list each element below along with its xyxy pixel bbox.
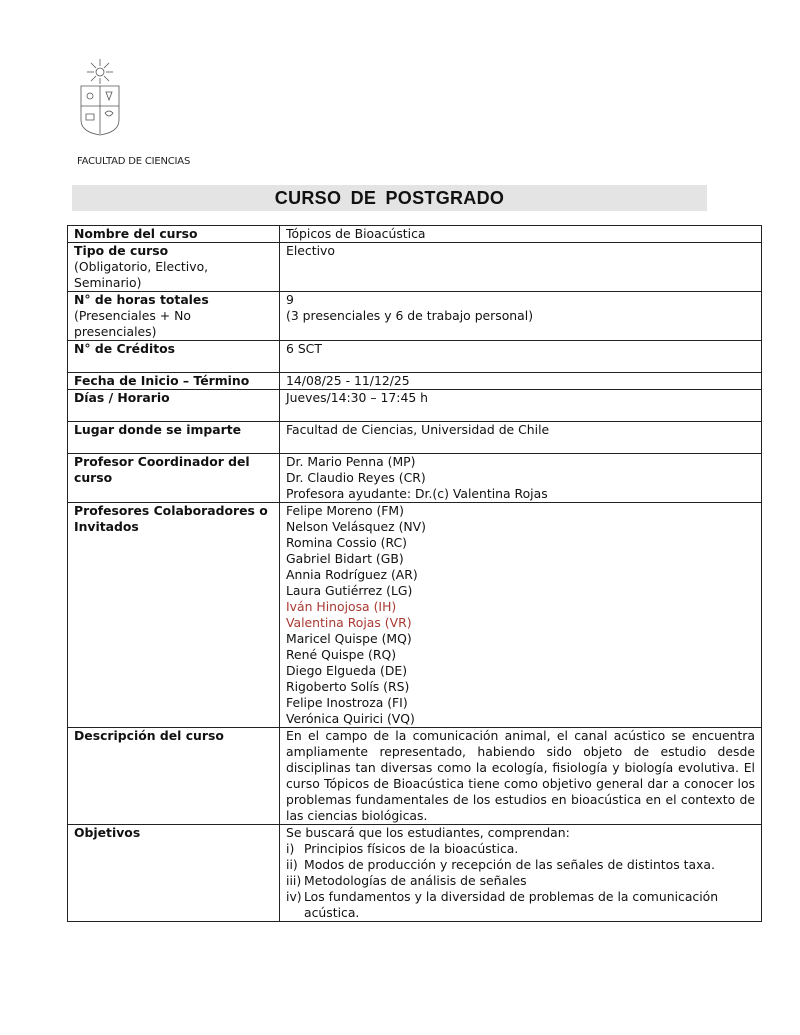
collaborator-name: Laura Gutiérrez (LG) [286,583,413,598]
objectives-intro: Se buscará que los estudiantes, comprendan: [286,825,570,840]
row-dias [68,390,762,422]
objective-number: i) [286,841,295,856]
collaborator-name: Diego Elgueda (DE) [286,663,408,678]
objective-number: ii) [286,857,298,872]
collaborator-name: Felipe Moreno (FM) [286,503,404,518]
detail-horas: (3 presenciales y 6 de trabajo personal) [286,308,534,323]
label-objetivos: Objetivos [74,825,141,840]
value-dias: Jueves/14:30 – 17:45 h [286,390,428,405]
collaborator-name: Nelson Velásquez (NV) [286,519,426,534]
collaborator-name: Maricel Quispe (MQ) [286,631,412,646]
coordinator-assistant: Profesora ayudante: Dr.(c) Valentina Rojas [286,486,548,501]
label-colaboradores: Profesores Colaboradores o Invitados [74,503,268,534]
value-nombre: Tópicos de Bioacústica [286,226,426,241]
label-dias: Días / Horario [74,390,170,405]
collaborator-name: Verónica Quirici (VQ) [286,711,415,726]
label-lugar: Lugar donde se imparte [74,422,242,437]
row-horas [68,292,762,341]
value-creditos: 6 SCT [286,341,322,356]
row-tipo [68,243,762,292]
coordinator-name: Dr. Mario Penna (MP) [286,454,416,469]
row-coordinador [68,454,762,503]
objective-item [286,841,755,857]
row-colaboradores [68,503,762,728]
row-creditos [68,341,762,373]
label-tipo: Tipo de curso [74,243,169,258]
collaborator-name: Gabriel Bidart (GB) [286,551,404,566]
coordinator-name: Dr. Claudio Reyes (CR) [286,470,426,485]
row-descripcion [68,728,762,825]
collaborator-name: Rigoberto Solís (RS) [286,679,410,694]
row-lugar [68,422,762,454]
value-lugar: Facultad de Ciencias, Universidad de Chile [286,422,550,437]
label-fecha: Fecha de Inicio – Término [74,373,250,388]
objective-number: iii) [286,873,302,888]
collaborator-name: Felipe Inostroza (FI) [286,695,408,710]
objective-text: Los fundamentos y la diversidad de problemas de la comunicación acústica. [304,889,719,920]
value-horas: 9 [286,292,294,307]
faculty-name: FACULTAD DE CIENCIAS [77,156,191,167]
value-descripcion: En el campo de la comunicación animal, el canal acústico se encuentra ampliamente representado, habiendo sido objeto de estudio desde disciplinas tan diversas como la ecología, fisiología y biología evolutiva. El curso Tópicos de Bioacústica tiene como objetivo general dar a conocer los problemas fundamentales de los estudios en bioacústica en el contexto de las ciencias biológicas. [286,728,755,823]
collaborator-name-highlighted: Iván Hinojosa (IH) [286,599,397,614]
row-fecha [68,373,762,390]
hint-horas: (Presenciales + No presenciales) [74,308,191,339]
course-info-table [67,225,762,922]
row-nombre [68,226,762,243]
objective-item [286,857,755,873]
objective-number: iv) [286,889,302,904]
label-creditos: N° de Créditos [74,341,176,356]
hint-tipo: (Obligatorio, Electivo, Seminario) [74,259,209,290]
title-banner [72,185,707,211]
collaborator-name: René Quispe (RQ) [286,647,397,662]
row-objetivos [68,825,762,922]
collaborator-name-highlighted: Valentina Rojas (VR) [286,615,412,630]
label-nombre: Nombre del curso [74,226,198,241]
collaborator-name: Romina Cossio (RC) [286,535,407,550]
objective-item [286,873,755,889]
value-tipo: Electivo [286,243,335,258]
label-horas: N° de horas totales [74,292,209,307]
objective-text: Modos de producción y recepción de las señales de distintos taxa. [304,857,715,872]
label-descripcion: Descripción del curso [74,728,224,743]
objective-text: Principios físicos de la bioacústica. [304,841,519,856]
objective-item [286,889,755,921]
collaborator-name: Annia Rodríguez (AR) [286,567,418,582]
university-crest-icon [78,58,122,136]
label-coordinador: Profesor Coordinador del curso [74,454,250,485]
value-fecha: 14/08/25 - 11/12/25 [286,373,410,388]
page-title: CURSO DE POSTGRADO [274,187,505,208]
objective-text: Metodologías de análisis de señales [304,873,527,888]
